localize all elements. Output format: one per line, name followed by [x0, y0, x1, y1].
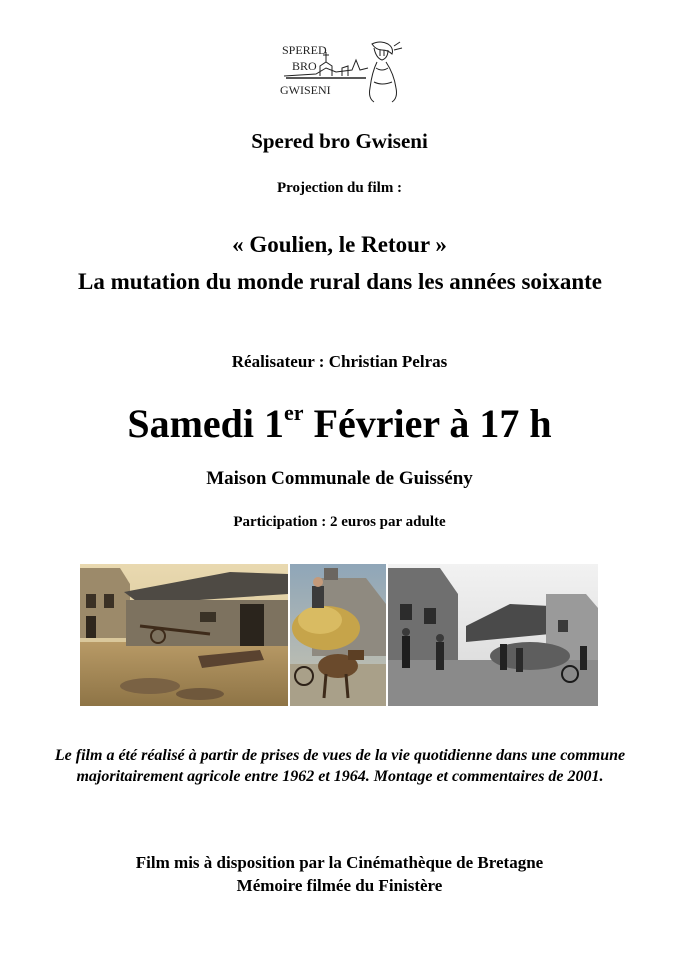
- organization-name: Spered bro Gwiseni: [251, 129, 428, 153]
- projection-label: Projection du film :: [276, 180, 403, 196]
- credits: [0, 851, 679, 897]
- film-subtitle: La mutation du monde rural dans les années soixante: [78, 269, 602, 294]
- film-description: Le film a été réalisé à partir de prises de vues de la vie quotidienne dans une commune majoritairement agricole entre 1962 et 1964. Montage et commentaires de 2001.: [54, 747, 626, 785]
- venue: Maison Communale de Guissény: [206, 468, 473, 489]
- svg-text:SPERED: SPERED: [282, 43, 327, 57]
- price: Participation : 2 euros par adulte: [233, 514, 446, 530]
- spered-bro-gwiseni-logo: [276, 38, 404, 104]
- date-suffix: Février à 17 h: [303, 401, 552, 446]
- farmyard-photo: [80, 564, 288, 706]
- credit-line-2: Mémoire filmée du Finistère: [236, 876, 443, 895]
- director: Réalisateur : Christian Pelras: [231, 352, 448, 371]
- event-date: [0, 400, 679, 447]
- hay-cart-photo: [290, 564, 386, 706]
- credit-line-1: Film mis à disposition par la Cinémathèque de Bretagne: [135, 853, 544, 872]
- farm-work-photo: [388, 564, 598, 706]
- film-title: « Goulien, le Retour »: [232, 232, 447, 257]
- date-superscript: er: [284, 400, 304, 425]
- film-photo-strip: [80, 564, 598, 706]
- svg-text:GWISENI: GWISENI: [280, 83, 331, 97]
- date-prefix: Samedi 1: [127, 401, 285, 446]
- svg-text:BRO: BRO: [292, 59, 317, 73]
